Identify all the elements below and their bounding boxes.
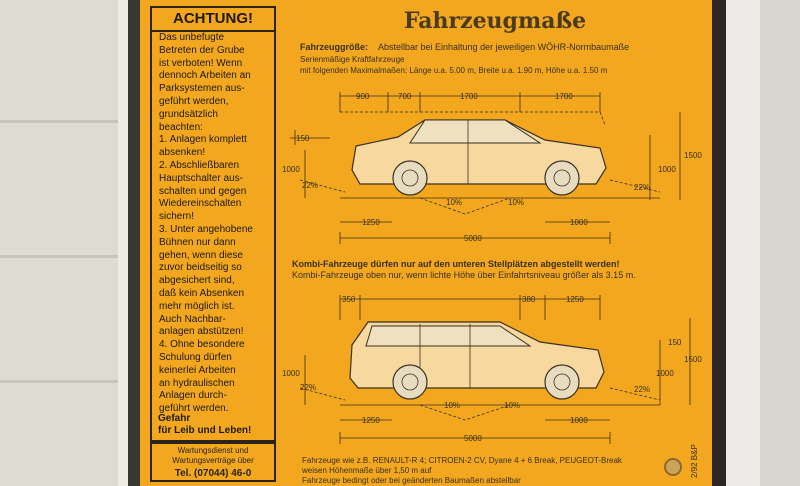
footer-line-3: Fahrzeuge bedingt oder bei geänderten Baumaßen abstellbar <box>302 476 521 485</box>
wall-right-shadow <box>760 0 800 486</box>
service-text: Wartungsdienst und Wartungsverträge über <box>172 446 254 465</box>
dim-label: 1000 <box>282 369 300 378</box>
dim-label: 1250 <box>362 218 380 227</box>
dim-label: 1000 <box>570 416 588 425</box>
footer-line-2: weisen Höhenmaße über 1,50 m auf <box>302 466 432 475</box>
size-description: Abstellbar bei Einhaltung der jeweiligen WÖHR-Normbaumaße <box>378 42 630 52</box>
dim-label: 1250 <box>566 295 584 304</box>
code-mark: 2/92 B&P <box>690 444 699 478</box>
angle-label: 22% <box>302 181 319 190</box>
dim-label: 1000 <box>282 165 300 174</box>
angle-label: 22% <box>634 183 651 192</box>
dim-label: 900 <box>356 92 370 101</box>
dim-label: 1000 <box>656 369 674 378</box>
size-line-2: Serienmäßige Kraftfahrzeuge <box>300 55 405 64</box>
dim-label: 5000 <box>464 434 482 443</box>
dim-label: 1000 <box>570 218 588 227</box>
dim-label: 1250 <box>362 416 380 425</box>
concrete-wall-left <box>0 0 130 486</box>
service-phone: Tel. (07044) 46-0 <box>174 468 252 479</box>
dim-label: 380 <box>522 295 536 304</box>
danger-notice: Gefahr für Leib und Leben! <box>158 413 252 436</box>
dim-label: 1700 <box>555 92 573 101</box>
dim-label: 1700 <box>460 92 478 101</box>
size-line-3: mit folgenden Maximalmaßen: Länge u.a. 5.00 m, Breite u.a. 1.90 m, Höhe u.a. 1.50 m <box>300 66 608 75</box>
wall-mortar-line <box>0 120 130 123</box>
dim-label: 5000 <box>464 234 482 243</box>
dim-label: 1500 <box>684 355 702 364</box>
angle-label: 22% <box>300 383 317 392</box>
angle-label: 10% <box>508 198 525 207</box>
size-label: Fahrzeuggröße: <box>300 42 369 52</box>
dim-label: 150 <box>296 134 310 143</box>
angle-label: 10% <box>504 401 521 410</box>
wall-mortar-line <box>0 380 130 383</box>
wall-mortar-line <box>0 255 130 258</box>
dim-label: 700 <box>398 92 412 101</box>
service-box <box>150 442 276 482</box>
dim-label: 1500 <box>684 151 702 160</box>
dim-label: 1000 <box>658 165 676 174</box>
dim-label: 350 <box>342 295 356 304</box>
sign-title: Fahrzeugmaße <box>403 8 587 34</box>
sign-frame-right <box>712 0 726 486</box>
angle-label: 10% <box>446 198 463 207</box>
angle-label: 10% <box>444 401 461 410</box>
warning-title: ACHTUNG! <box>152 8 274 32</box>
warning-text: Das unbefugte Betreten der Grube ist verboten! Wenn dennoch Arbeiten an Parksystemen aus- geführt werden, grundsätzlich beachten: 1. Anlagen komplett absenken! 2. Abschließbaren Hauptschalter aus- schalten und gegen Wiedereinschalten sichern! 3. Unter angehobene Bühnen nur dann gehen, wenn diese zuvor beidseitig so abgesichert sind, daß kein Absenken mehr möglich ist. Auch Nachbar- anlagen abstützen! 4. Ohne besondere Schulung dürfen keinerlei Arbeiten an hydraulischen Anlagen durch- geführt werden. <box>159 32 253 415</box>
mounting-bolt <box>664 458 682 476</box>
dim-label: 150 <box>668 338 682 347</box>
kombi-condition: Kombi-Fahrzeuge oben nur, wenn lichte Höhe über Einfahrtsniveau größer als 3.15 m. <box>292 270 636 280</box>
footer-line-1: Fahrzeuge wie z.B. RENAULT-R 4; CITROEN-2 CV, Dyane 4 + 6 Break, PEUGEOT-Break <box>302 456 622 465</box>
kombi-warning: Kombi-Fahrzeuge dürfen nur auf den unteren Stellplätzen abgestellt werden! <box>292 259 620 269</box>
angle-label: 22% <box>634 385 651 394</box>
warning-box <box>150 6 276 442</box>
